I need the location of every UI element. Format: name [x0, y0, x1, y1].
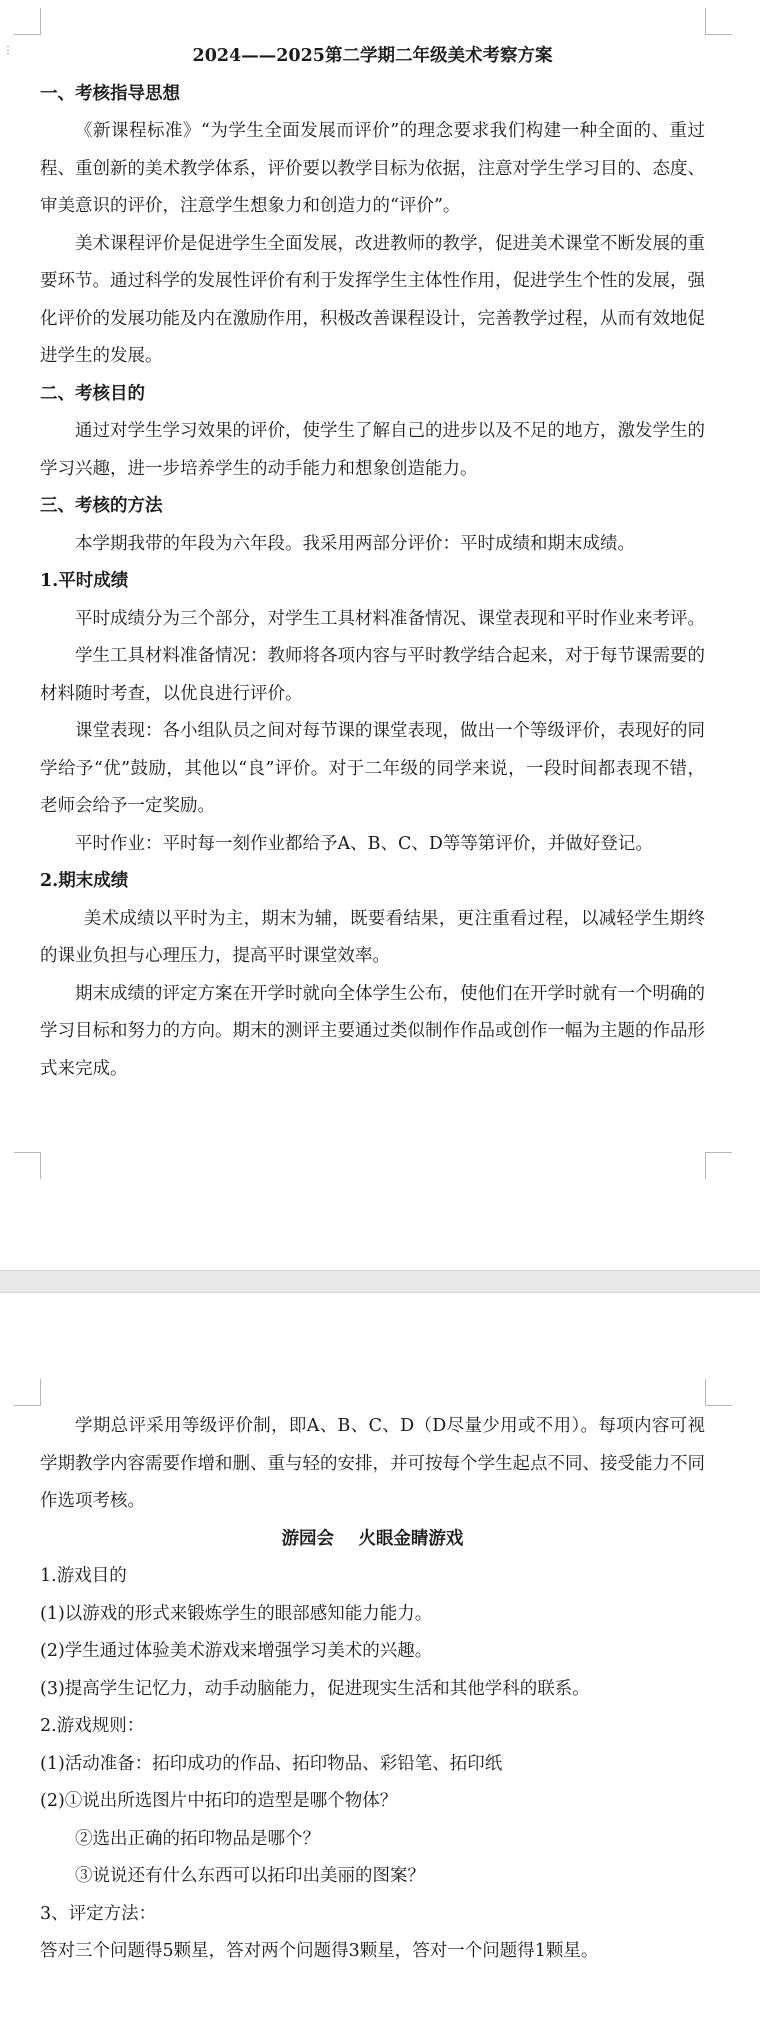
page-separator [0, 1270, 760, 1293]
page-1-content [40, 38, 705, 1088]
paragraph: 学生工具材料准备情况：教师将各项内容与平时教学结合起来，对于每节课需要的材料随时考查，以优良进行评价。 [40, 646, 705, 704]
paragraph: 《新课程标准》“为学生全面发展而评价”的理念要求我们构建一种全面的、重过程、重创新的美术教学体系，评价要以教学目标为依据，注意对学生学习目的、态度、审美意识的评价，注意学生想象力和创造力的“评价”。 [40, 121, 705, 216]
paragraph: 本学期我带的年段为六年段。我采用两部分评价：平时成绩和期末成绩。 [75, 533, 635, 554]
list-heading: 3、评定方法： [40, 1903, 157, 1924]
section-heading: 二、考核目的 [40, 383, 145, 404]
margin-handle-icon[interactable]: ⋮ [3, 45, 13, 56]
list-item: (2)学生通过体验美术游戏来增强学习美术的兴趣。 [40, 1641, 433, 1661]
list-item: (3)提高学生记忆力，动手动脑能力，促进现实生活和其他学科的联系。 [40, 1678, 590, 1699]
page-corner-mark [14, 1152, 41, 1179]
list-item: ③说说还有什么东西可以拓印出美丽的图案？ [75, 1866, 425, 1886]
subsection-heading: 1.平时成绩 [40, 571, 129, 591]
page-2-content [40, 1408, 705, 1971]
paragraph: 平时成绩分为三个部分，对学生工具材料准备情况、课堂表现和平时作业来考评。 [75, 608, 705, 629]
section-heading: 三、考核的方法 [40, 496, 163, 516]
paragraph: 美术课程评价是促进学生全面发展，改进教师的教学，促进美术课堂不断发展的重要环节。通过科学的发展性评价有利于发挥学生主体性作用，促进学生个性的发展，强化评价的发展功能及内在激励作用，积极改善课程设计，完善教学过程，从而有效地促进学生的发展。 [40, 233, 705, 366]
paragraph: 通过对学生学习效果的评价，使学生了解自己的进步以及不足的地方，激发学生的学习兴趣，进一步培养学生的动手能力和想象创造能力。 [40, 421, 705, 479]
paragraph: 课堂表现：各小组队员之间对每节课的课堂表现，做出一个等级评价，表现好的同学给予“优”鼓励，其他以“良”评价。对于二年级的同学来说，一段时间都表现不错，老师会给予一定奖励。 [40, 721, 705, 816]
list-item: (1)活动准备：拓印成功的作品、拓印物品、彩铅笔、拓印纸 [40, 1753, 503, 1774]
page-corner-mark [14, 1379, 41, 1406]
page-corner-mark [705, 8, 732, 35]
list-item: ②选出正确的拓印物品是哪个？ [75, 1828, 320, 1849]
section-heading: 一、考核指导思想 [40, 83, 180, 104]
list-heading: 2.游戏规则： [40, 1716, 145, 1736]
list-item: (1)以游戏的形式来锻炼学生的眼部感知能力能力。 [40, 1603, 433, 1624]
page-corner-mark [14, 8, 41, 35]
list-item: (2)①说出所选图片中拓印的造型是哪个物体？ [40, 1791, 398, 1811]
page-corner-mark [705, 1152, 732, 1179]
paragraph: 答对三个问题得5颗星，答对两个问题得3颗星，答对一个问题得1颗星。 [40, 1941, 599, 1961]
paragraph: 学期总评采用等级评价制，即A、B、C、D（D尽量少用或不用）。每项内容可视学期教学内容需要作增和删、重与轻的安排，并可按每个学生起点不同、接受能力不同作选项考核。 [40, 1416, 705, 1511]
page-corner-mark [705, 1379, 732, 1406]
list-heading: 1.游戏目的 [40, 1566, 127, 1586]
subsection-heading: 2.期末成绩 [40, 871, 129, 891]
paragraph: 期末成绩的评定方案在开学时就向全体学生公布，使他们在开学时就有一个明确的学习目标和努力的方向。期末的测评主要通过类似制作作品或创作一幅为主题的作品形式来完成。 [40, 983, 705, 1079]
paragraph: 平时作业：平时每一刻作业都给予A、B、C、D等等第评价，并做好登记。 [75, 833, 653, 854]
document-title: 2024——2025第二学期二年级美术考察方案 [192, 46, 553, 66]
paragraph: 美术成绩以平时为主，期末为辅，既要看结果，更注重看过程，以减轻学生期终的课业负担与心理压力，提高平时课堂效率。 [40, 908, 705, 966]
game-title: 游园会 火眼金睛游戏 [281, 1528, 464, 1549]
